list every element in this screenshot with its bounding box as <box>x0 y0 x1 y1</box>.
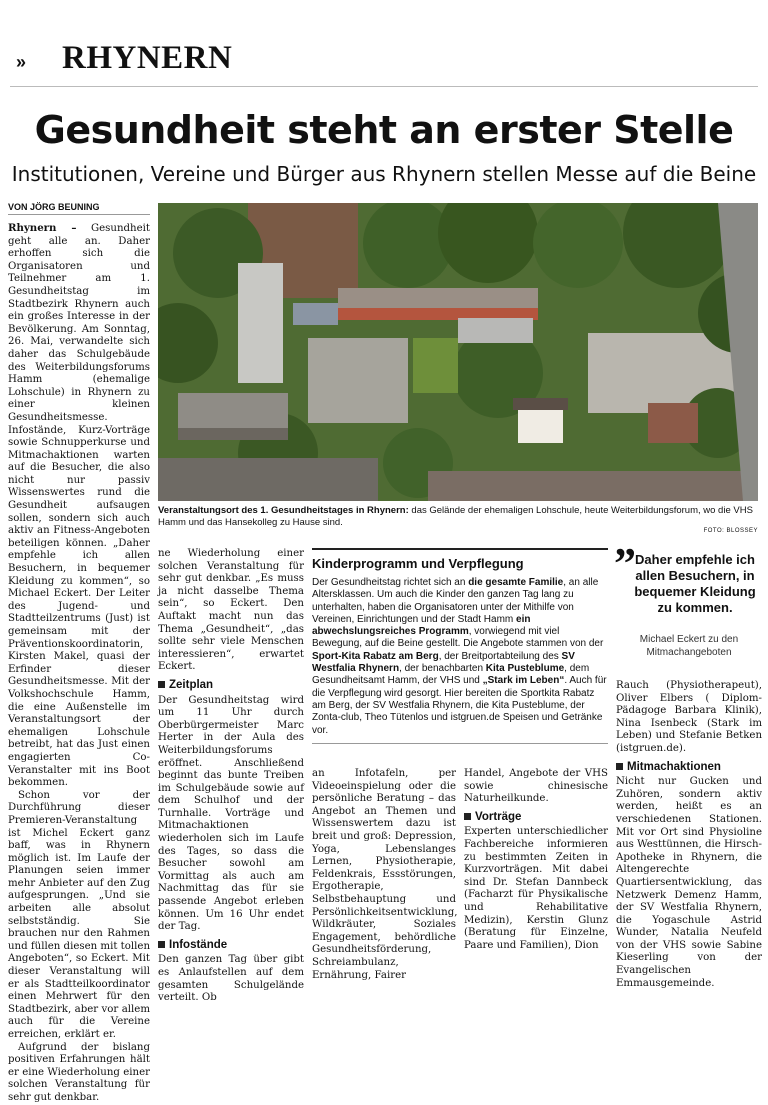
article-paragraph: Schon vor der Durchführung dieser Premieren-Veranstaltung ist Michel Eckert ganz baff, was in Rhynern möglich ist. Im Laufe der Planungen seien immer mehr Anbieter auf den Zug aufgesprungen. „Und sie arbeiten alle absolut selbstständig. Sie brauchen nur den Rahmen und füllen diesen mit tollen Angeboten“, so Eckert. Mit dieser Veranstaltung will er als Stadtteilkoordinator einen Mehrwert für den Stadtbezirk, aber vor allem auch für die Vereine erreichen, erklärt er. <box>8 789 151 1040</box>
section-arrow-icon: » <box>16 52 27 72</box>
info-box <box>312 548 608 744</box>
article-paragraph: Aufgrund der bislang positiven Erfahrungen hält er eine Wiederholung einer solchen Veranstaltung für sehr gut denkbar. <box>8 1041 150 1103</box>
pull-quote: Daher empfehle ich allen Besuchern, in bequemer Kleidung zu kommen. <box>634 552 756 615</box>
text: , vorwiegend mit viel Bewegung, auf die Beine gestellt. Die Angebote stammen von der <box>312 626 604 650</box>
article-paragraph: Handel, Angebote der VHS sowie chinesische Naturheilkunde. <box>464 768 608 805</box>
highlight: „Stark im Leben“ <box>482 675 565 687</box>
article-paragraph: Rauch (Physiotherapeut), Oliver Elbers ( Diplom-Pädagoge Barbara Klinik), Nina Isenbeck (Stark im Leben) und Stefanie Betken (istgruen.de). <box>616 680 762 754</box>
headline: Gesundheit steht an erster Stelle <box>34 108 734 152</box>
text: , der Breitportabteilung des <box>438 650 562 662</box>
article-paragraph: Der Gesundheitstag wird um 11 Uhr durch Oberbürgermeister Marc Herter in der Aula des Weiterbildungsforums eröffnet. Anschließend beginnt das bunte Treiben im Schulgebäude sowie auf dem Schulhof und der Turnhalle. Vorträge und Mitmachaktionen wiederholen sich im Laufe des Tages, so dass die Besucher sowohl am Vormittag als auch am Nachmittag das für sie passende Angebot erleben können. Um 16 Uhr endet der Tag. <box>158 694 304 933</box>
article-column-2 <box>158 548 304 1005</box>
article-paragraph: an Infotafeln, per Videoeinspielung oder die persönliche Beratung – das Angebot an Themen und Wissenswertem dazu ist breit und groß: Depression, Yoga, Lebenslanges Lernen, Physiotherapie, Feldenkrais, Essstörungen, Ergotherapie, Selbstbehauptung und Persönlichkeitsentwicklung, Wildkräuter, Soziales Engagement, behördliche Gesundheitsförderung, Schreiambulanz, Ernährung, Fairer <box>312 768 458 981</box>
article-paragraph: Experten unterschiedlicher Fachbereiche informieren zu bestimmten Zeiten in Kurzvorträgen. Mit dabei sind Dr. Stefan Dannbeck (Facharzt für Physikalische und Rehabilitative Medizin), Kerstin Glunz (Beratung für Einzelne, Paare und Familien), Dion <box>464 826 608 951</box>
article-paragraph: Den ganzen Tag über gibt es Anlaufstellen auf dem gesamten Schulgelände verteilt. Ob <box>158 954 304 1004</box>
byline: VON JÖRG BEUNING <box>8 202 150 215</box>
article-paragraph <box>8 222 150 790</box>
article-paragraph: ne Wiederholung einer solchen Veranstaltung für sehr gut denkbar. „Es muss ja nicht dasselbe Thema sein“, so Eckert. Den Auftakt macht nun das Thema „Gesundheit“, „das sollte sehr viele Menschen interessieren“, erwartet Eckert. <box>158 548 304 673</box>
subheading-infostaende: Infostände <box>158 939 304 952</box>
pull-quote-source: Michael Eckert zu den Mitmachangeboten <box>639 634 739 658</box>
section-name: RHYNERN <box>62 40 233 76</box>
quote-mark-icon: ” <box>614 539 636 588</box>
aerial-photo-illustration <box>158 203 758 501</box>
paragraph-text: Gesundheit geht alle an. Daher erhoffen sich die Organisatoren und Teilnehmer am 1. Gesundheitstag im Stadtbezirk Rhynern auch ein großes Interesse in der Bevölkerung. Am Sonntag, 26. Mai, verwandelte sich daher das Schulgebäude des Weiterbildungsforums Hamm (ehemalige Lohschule) in Rhynern zu einer kleinen Gesundheitsmesse. Infostände, Kurz-Vorträge sowie Schnupperkurse und Mitmachaktionen warten auf die Besucher, die also nicht nur passiv Wissenswertes rund die Gesundheit aufsaugen sollen, sondern sich auch aktiv an Fitness-Angeboten beteiligen können. „Daher empfehle ich allen Besuchern, in bequemer Kleidung zu kommen“, so Michael Eckert. Der Leiter des Jugend- und Stadtteilzentrums (Just) ist gemeinsam mit der Präventionskoordinatorin, Kirsten Makel, quasi der Erfinder dieser Gesundheitsmesse. Mit der Volkshochschule Hamm, die eine Außenstelle im Veranstaltungsort der ehemaligen Lohschule betreibt, hat das Just einen engagierten Co-Veranstalter mit ins Boot bekommen. <box>8 223 150 789</box>
text: , dem Gesundheitsamt Hamm, der VHS und <box>312 663 590 687</box>
info-box-text <box>312 577 608 737</box>
dateline: Rhynern – <box>8 222 77 234</box>
text: , der benachbarten <box>399 663 486 675</box>
text: . Auch für die Verpflegung wird gesorgt. Hier bereiten die Sportkita Rabatz am Berg, der SV Westfalia Rhynern, die Kita Pusteblume, der Zonta-club, Theo Tütenlos und istgruen.de Speisen und Getränke vor. <box>312 675 607 736</box>
photo-caption <box>158 505 758 529</box>
subheading-vortraege: Vorträge <box>464 811 608 824</box>
highlight: Kita Pusteblume <box>485 663 565 675</box>
photo-caption-bold: Veranstaltungsort des 1. Gesundheitstages in Rhynern: <box>158 505 409 516</box>
highlight: Sport-Kita Rabatz am Berg <box>312 650 439 662</box>
article-column-1 <box>8 222 150 1105</box>
section-header <box>10 36 758 87</box>
highlight: SV Westfalia Rhynern <box>312 650 575 675</box>
subheading-zeitplan: Zeitplan <box>158 679 304 692</box>
photo-credit: FOTO: BLOSSEY <box>703 528 758 534</box>
article-column-3 <box>312 768 456 982</box>
subheading-mitmachaktionen: Mitmachaktionen <box>616 761 762 774</box>
highlight: die gesamte Familie <box>468 577 564 588</box>
article-column-5 <box>616 680 762 990</box>
info-box-title: Kinderprogramm und Verpflegung <box>312 556 524 571</box>
photo-caption-text: das Gelände der ehemaligen Lohschule, heute Weiterbildungsforum, wo die VHS Hamm und das Hansekolleg zu Hause sind. <box>158 505 753 528</box>
text: , an alle Altersklassen. Um auch die Kinder den ganzen Tag lang zu unterhalten, haben die Organisatoren unter der Mithilfe von Vereinen, Einrichtungen und der Stadt Hamm <box>312 577 599 625</box>
aerial-photo <box>158 203 758 501</box>
text: Der Gesundheitstag richtet sich an <box>312 577 469 588</box>
article-paragraph: Nicht nur Gucken und Zuhören, sondern aktiv werden, heißt es an verschiedenen Stationen. Mit vor Ort sind Physioline aus Westtünnen, die Hirsch-Apotheke in Rhynern, die Altengerechte Quartiersentwicklung, das Netzwerk Demenz Hamm, der SV Westfalia Rhynern, die Yogaschule Astrid Wunder, Natalia Neufeld von der VHS sowie Sabine Kieserling von der Evangelischen Emmausgemeinde. <box>616 776 762 989</box>
highlight: ein abwechslungsreiches Programm <box>312 613 531 638</box>
article-column-4 <box>464 768 608 952</box>
subheadline: Institutionen, Vereine und Bürger aus Rhynern stellen Messe auf die Beine <box>11 162 757 186</box>
